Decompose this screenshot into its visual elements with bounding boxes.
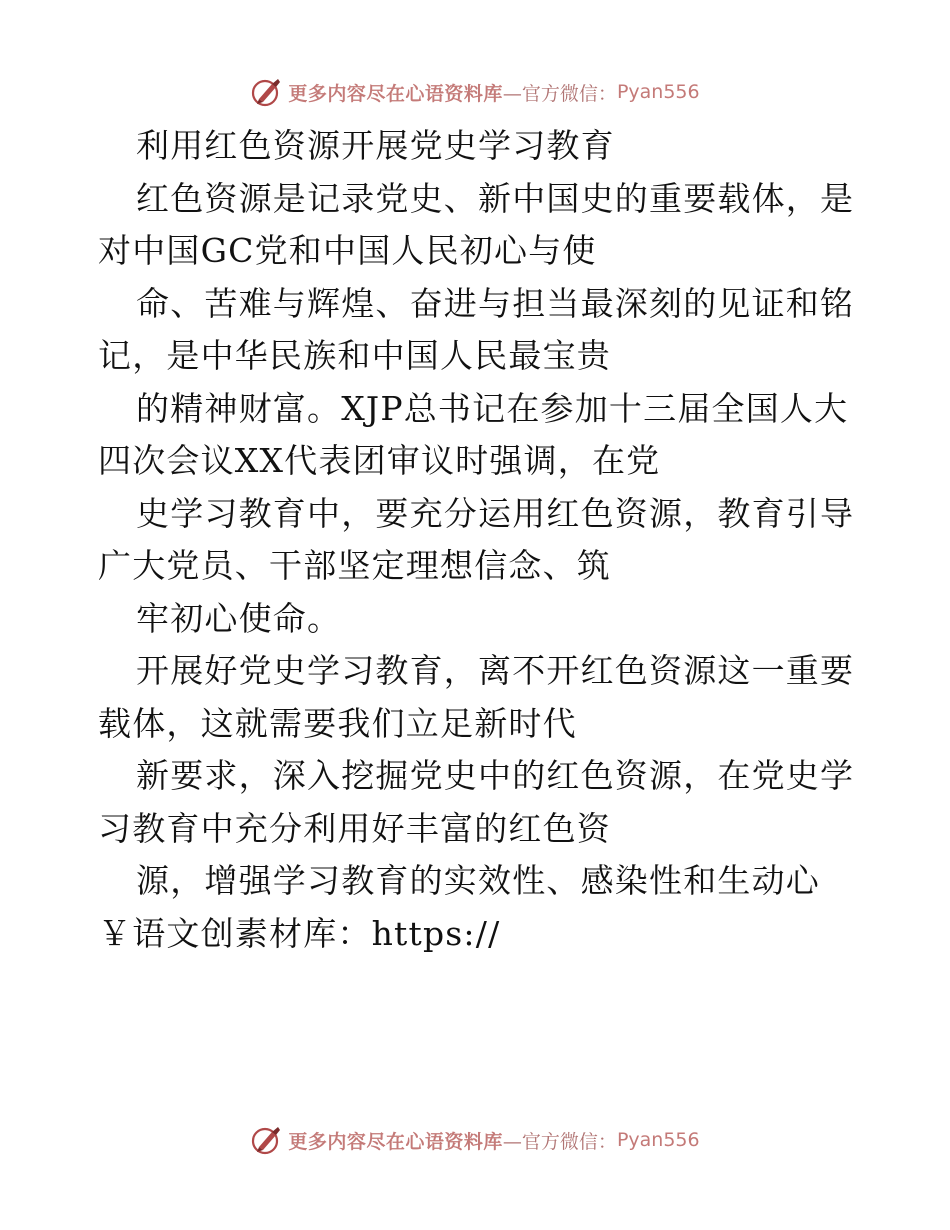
document-body [98,120,858,960]
text-line: 对中国GC党和中国人民初心与使 [98,231,597,270]
text-line: 广大党员、干部坚定理想信念、筑 [98,546,611,585]
header-watermark [0,70,950,114]
watermark-separator: —官方微信： [502,82,617,105]
text-line: 命、苦难与辉煌、奋进与担当最深刻的见证和铭 [136,283,855,323]
text-line: 牢初心使命。 [136,598,342,638]
text-line: 记，是中华民族和中国人民最宝贵 [98,336,611,375]
text-line: 利用红色资源开展党史学习教育 [136,126,615,165]
text-line: ￥语文创素材库：https:// [98,913,501,953]
text-line: 四次会议XX代表团审议时强调，在党 [98,441,661,480]
text-line: 史学习教育中，要充分运用红色资源，教育引导 [136,493,855,533]
text-line: 载体，这就需要我们立足新时代 [98,703,577,743]
text-line: 红色资源是记录党史、新中国史的重要载体，是 [136,178,855,218]
text-line: 源，增强学习教育的实效性、感染性和生动心 [136,861,820,900]
footer-watermark [0,1118,950,1162]
text-line: 开展好党史学习教育，离不开红色资源这一重要 [136,651,855,690]
red-pen-logo-icon [250,75,284,109]
watermark-text: 更多内容尽在心语资料库 [288,1130,503,1153]
watermark-separator: —官方微信： [502,1130,617,1153]
watermark-account: Pyan556 [616,1129,700,1151]
watermark-account: Pyan556 [616,81,700,103]
text-line: 的精神财富。XJP总书记在参加十三届全国人大 [136,388,849,428]
text-line: 习教育中充分利用好丰富的红色资 [98,808,611,848]
text-line: 新要求，深入挖掘党史中的红色资源，在党史学 [136,756,855,795]
watermark-text: 更多内容尽在心语资料库 [288,82,503,105]
red-pen-logo-icon [250,1123,284,1157]
